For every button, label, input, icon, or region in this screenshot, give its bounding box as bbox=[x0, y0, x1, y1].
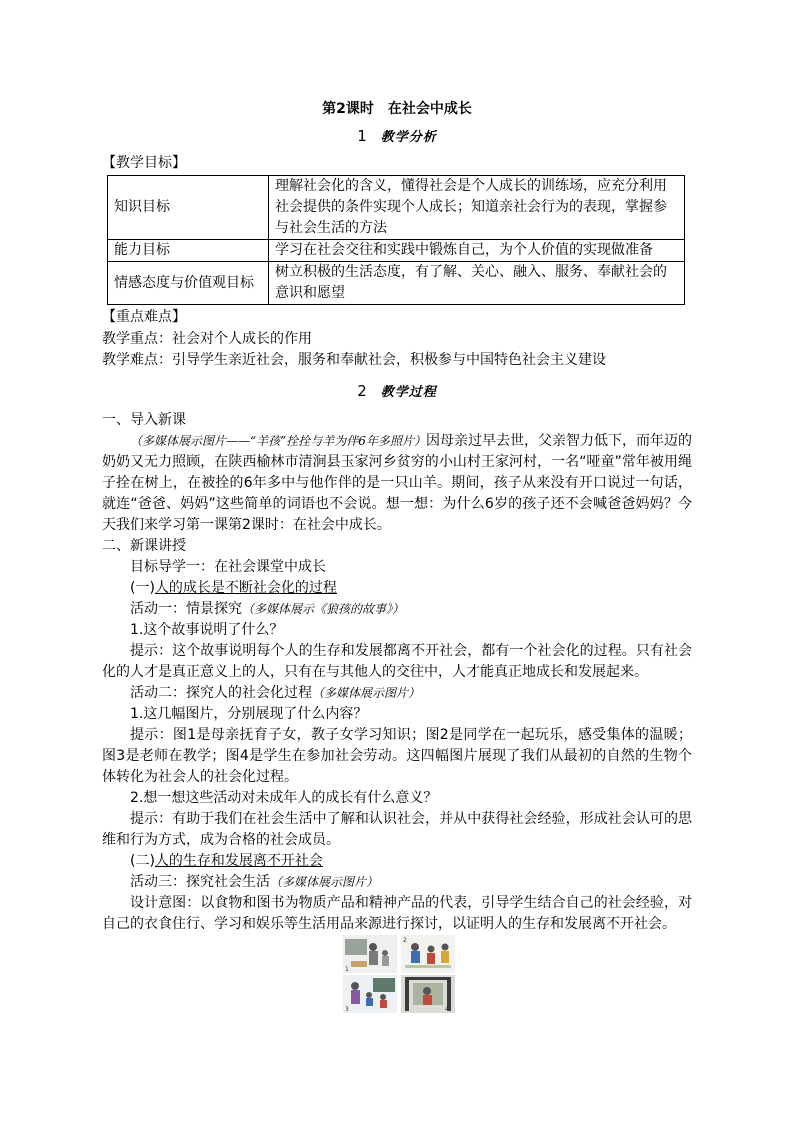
figure-number: 4 bbox=[445, 1006, 449, 1013]
question-2: 1.这几幅图片，分别展现了什么内容？ bbox=[130, 706, 368, 722]
hint-2: 提示：图1是母亲抚育子女，教子女学习知识；图2是同学在一起玩乐，感受集体的温暖；图3是老师在教学；图4是学生在参加社会劳动。这四幅图片展现了我们从最初的自然的生物个体转化为社会人的社会化过程。 bbox=[102, 727, 692, 785]
photo-mother-teaching bbox=[343, 935, 397, 973]
intro-text: 因母亲过早去世，父亲智力低下，而年迈的奶奶又无力照顾，在陕西榆林市清涧县玉家河乡贫穷的小山村王家河村，一名“哑童”常年被用绳子拴在树上，在被拴的6年多中与他作伴的是一只山羊。期间，孩子从来没有开口说过一句话，就连“爸爸、妈妈”这些简单的词语也不会说。想一想：为什么6岁的孩子还不会喊爸爸妈妈？今天我们来学习第一课第2课时：在社会中成长。 bbox=[102, 433, 693, 533]
goal-guide: 目标导学一：在社会课堂中成长 bbox=[130, 559, 326, 575]
table-row bbox=[108, 262, 685, 305]
goal-key: 情感态度与价值观目标 bbox=[108, 262, 269, 305]
design-intent: 设计意图：以食物和图书为物质产品和精神产品的代表，引导学生结合自己的社会经验，对自己的衣食住行、学习和娱乐等生活用品来源进行探讨，以证明人的生存和发展离不开社会。 bbox=[102, 895, 692, 932]
section-heading-analysis bbox=[102, 126, 692, 145]
section-label: 教学过程 bbox=[380, 385, 437, 400]
part2-heading: 二、新课讲授 bbox=[102, 538, 186, 554]
subheading-text: 人的成长是不断社会化的过程 bbox=[154, 580, 337, 596]
section-number: 1 bbox=[357, 127, 367, 145]
media-note: （多媒体展示《狼孩的故事》） bbox=[242, 602, 405, 616]
hint-3: 提示：有助于我们在社会生活中了解和认识社会，并从中获得社会经验，形成社会认可的思维和行为方式，成为合格的社会成员。 bbox=[102, 811, 692, 848]
activity-label: 活动二：探究人的社会化过程 bbox=[130, 685, 312, 701]
table-row bbox=[108, 240, 685, 262]
photo-students-labor bbox=[401, 975, 455, 1013]
activity-2 bbox=[102, 683, 692, 704]
subheading-text: 人的生存和发展离不开社会 bbox=[154, 853, 323, 869]
activity-3 bbox=[102, 872, 692, 893]
media-note: （多媒体展示图片） bbox=[312, 686, 421, 700]
goal-value: 学习在社会交往和实践中锻炼自己，为个人价值的实现做准备 bbox=[269, 240, 685, 262]
document-page bbox=[102, 96, 692, 935]
media-note: （多媒体展示图片） bbox=[270, 875, 379, 889]
figure-number: 1 bbox=[345, 966, 349, 973]
goal-value: 理解社会化的含义，懂得社会是个人成长的训练场，应充分利用社会提供的条件实现个人成长；知道亲社会行为的表现，掌握参与社会生活的方法 bbox=[269, 176, 685, 240]
photo-teacher-teaching bbox=[343, 975, 397, 1013]
section-heading-process bbox=[102, 381, 692, 400]
key-points-label: 【重点难点】 bbox=[102, 309, 186, 325]
photo-classmates-playing bbox=[401, 935, 455, 973]
table-row bbox=[108, 176, 685, 240]
goal-key: 能力目标 bbox=[108, 240, 269, 262]
activity-1 bbox=[102, 599, 692, 620]
part1-heading: 一、导入新课 bbox=[102, 412, 186, 428]
subheading-prefix: (一) bbox=[130, 580, 155, 596]
figure-number: 2 bbox=[403, 937, 407, 944]
goals-label: 【教学目标】 bbox=[102, 155, 186, 171]
activity-label: 活动一：情景探究 bbox=[130, 601, 242, 617]
subheading-2 bbox=[102, 851, 692, 872]
difficult-point: 教学难点：引导学生亲近社会，服务和奉献社会，积极参与中国特色社会主义建设 bbox=[102, 352, 606, 368]
subheading-prefix: (二) bbox=[130, 853, 155, 869]
lesson-title: 第2课时 在社会中成长 bbox=[322, 101, 472, 117]
goal-value: 树立积极的生活态度，有了解、关心、融入、服务、奉献社会的意识和愿望 bbox=[269, 262, 685, 305]
activity-photo-grid bbox=[343, 935, 455, 1013]
goal-key: 知识目标 bbox=[108, 176, 269, 240]
section-label: 教学分析 bbox=[380, 130, 437, 145]
subheading-1 bbox=[102, 578, 692, 599]
question-1: 1.这个故事说明了什么？ bbox=[130, 622, 284, 638]
media-note: （多媒体展示图片——“羊孩”拴拴与羊为伴6年多照片） bbox=[130, 434, 426, 448]
key-point: 教学重点：社会对个人成长的作用 bbox=[102, 331, 312, 347]
section-number: 2 bbox=[357, 382, 367, 400]
activity-label: 活动三：探究社会生活 bbox=[130, 874, 270, 890]
hint-1: 提示：这个故事说明每个人的生存和发展都离不开社会，都有一个社会化的过程。只有社会化的人才是真正意义上的人，只有在与其他人的交往中，人才能真正地成长和发展起来。 bbox=[102, 643, 692, 680]
intro-paragraph bbox=[102, 431, 692, 536]
question-3: 2.想一想这些活动对未成年人的成长有什么意义？ bbox=[130, 790, 438, 806]
figure-number: 3 bbox=[345, 1006, 349, 1013]
goals-table bbox=[107, 175, 685, 305]
